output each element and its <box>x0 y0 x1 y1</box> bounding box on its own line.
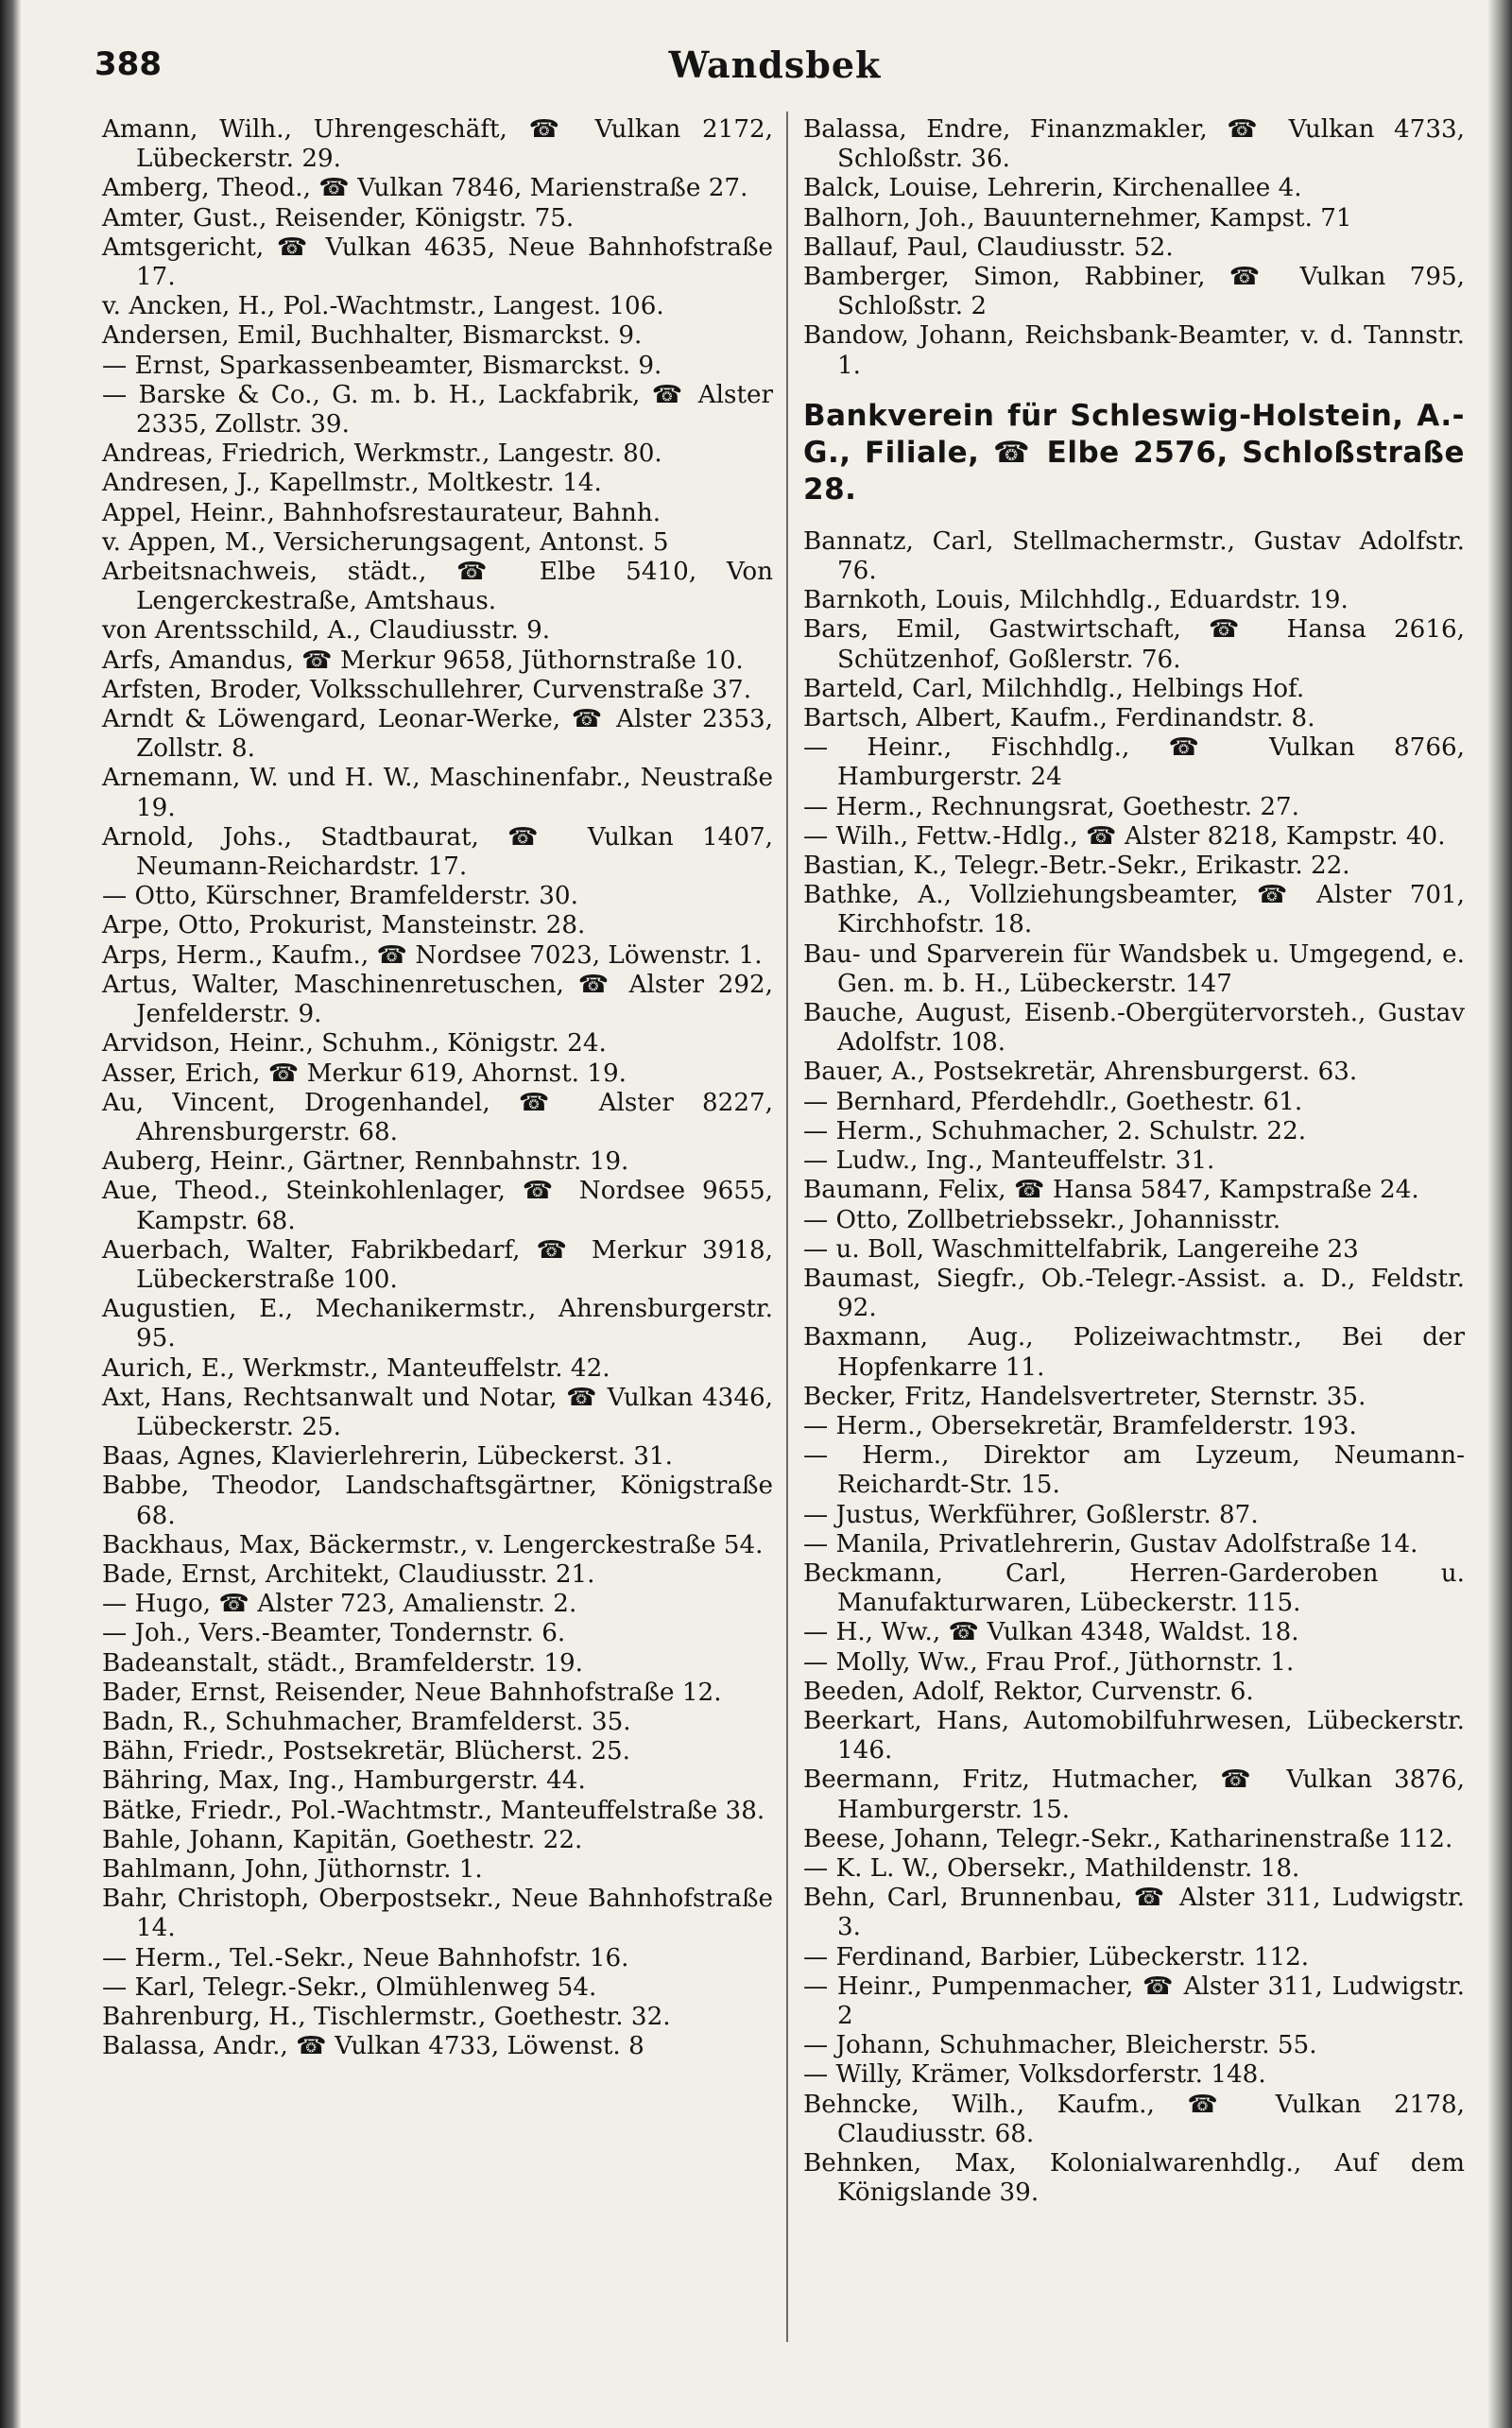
directory-entry: Bahr, Christoph, Oberpostsekr., Neue Bahnhofstraße 14. <box>102 1885 773 1943</box>
directory-entry: Beerkart, Hans, Automobilfuhrwesen, Lübeckerstr. 146. <box>803 1706 1465 1765</box>
directory-entry: Andreas, Friedrich, Werkmstr., Langestr. 80. <box>102 439 662 469</box>
directory-entry: Beckmann, Carl, Herren-Garderoben u. Manufakturwaren, Lübeckerstr. 115. <box>803 1558 1465 1618</box>
column-divider <box>786 112 788 2342</box>
directory-entry: Backhaus, Max, Bäckermstr., v. Lengerckestraße 54. <box>102 1530 764 1559</box>
running-title: Wandsbek <box>668 43 882 86</box>
directory-entry: v. Ancken, H., Pol.-Wachtmstr., Langest. 106. <box>102 292 664 321</box>
directory-entry: Axt, Hans, Rechtsanwalt und Notar, ☎ Vulkan 4346, Lübeckerstr. 25. <box>102 1383 773 1441</box>
directory-entry: — Joh., Vers.-Beamter, Tondernstr. 6. <box>102 1619 566 1648</box>
directory-entry: Becker, Fritz, Handelsvertreter, Sternstr. 35. <box>803 1382 1366 1411</box>
directory-entry: Andersen, Emil, Buchhalter, Bismarckst. 9. <box>102 321 643 351</box>
directory-entry: Balhorn, Joh., Bauunternehmer, Kampst. 71 <box>803 203 1352 232</box>
directory-entry: — Karl, Telegr.-Sekr., Olmühlenweg 54. <box>102 1972 597 2002</box>
directory-entry: Baumann, Felix, ☎ Hansa 5847, Kampstraße 24. <box>803 1176 1419 1205</box>
directory-entry: Aurich, E., Werkmstr., Manteuffelstr. 42. <box>102 1353 610 1383</box>
directory-entry: Bathke, A., Vollziehungsbeamter, ☎ Alster 701, Kirchhofstr. 18. <box>803 881 1465 939</box>
directory-entry: Amberg, Theod., ☎ Vulkan 7846, Marienstraße 27. <box>102 174 748 203</box>
scan-edge-left <box>0 0 21 2428</box>
directory-entry: Bauer, A., Postsekretär, Ahrensburgerst. 63. <box>803 1058 1358 1087</box>
directory-entry: Arvidson, Heinr., Schuhm., Königstr. 24. <box>102 1029 607 1059</box>
directory-entry: Bahlmann, John, Jüthornstr. 1. <box>102 1854 483 1884</box>
directory-entry: — Bernhard, Pferdehdlr., Goethestr. 61. <box>803 1087 1303 1116</box>
directory-entry: Arbeitsnachweis, städt., ☎ Elbe 5410, Von Lengerckestraße, Amtshaus. <box>102 558 773 616</box>
page-number: 388 <box>94 45 162 83</box>
directory-entry: von Arentsschild, A., Claudiusstr. 9. <box>102 616 551 646</box>
directory-entry: Andresen, J., Kapellmstr., Moltkestr. 14. <box>102 469 602 498</box>
directory-entry: Arndt & Löwengard, Leonar-Werke, ☎ Alster 2353, Zollstr. 8. <box>102 705 773 764</box>
directory-entry: Amann, Wilh., Uhrengeschäft, ☎ Vulkan 2172, Lübeckerstr. 29. <box>102 115 773 174</box>
directory-entry: Babbe, Theodor, Landschaftsgärtner, Königstraße 68. <box>102 1472 773 1530</box>
directory-entry: Bamberger, Simon, Rabbiner, ☎ Vulkan 795, Schloßstr. 2 <box>803 263 1465 321</box>
directory-entry: Bähn, Friedr., Postsekretär, Blücherst. 25. <box>102 1737 631 1766</box>
directory-entry: Bartsch, Albert, Kaufm., Ferdinandstr. 8. <box>803 704 1315 733</box>
scan-edge-right <box>1487 0 1512 2428</box>
directory-entry: Balassa, Andr., ☎ Vulkan 4733, Löwenst. 8 <box>102 2032 644 2061</box>
directory-entry: — Ernst, Sparkassenbeamter, Bismarckst. 9. <box>102 351 662 380</box>
directory-entry: Bauche, August, Eisenb.-Obergütervorsteh., Gustav Adolfstr. 108. <box>803 999 1465 1058</box>
directory-entry: — Heinr., Pumpenmacher, ☎ Alster 311, Ludwigstr. 2 <box>803 1972 1465 2030</box>
left-column <box>102 115 773 2384</box>
directory-entry: Beeden, Adolf, Rektor, Curvenstr. 6. <box>803 1677 1254 1706</box>
directory-entry: Arnemann, W. und H. W., Maschinenfabr., Neustraße 19. <box>102 764 773 822</box>
right-column-bottom-entries <box>803 527 1465 2209</box>
directory-entry: Asser, Erich, ☎ Merkur 619, Ahornst. 19. <box>102 1059 627 1088</box>
directory-entry: Baxmann, Aug., Polizeiwachtmstr., Bei der Hopfenkarre 11. <box>803 1323 1465 1382</box>
directory-entry: Ballauf, Paul, Claudiusstr. 52. <box>803 232 1174 262</box>
right-column <box>803 115 1465 2384</box>
directory-entry: — Herm., Schuhmacher, 2. Schulstr. 22. <box>803 1116 1307 1145</box>
directory-entry: — Johann, Schuhmacher, Bleicherstr. 55. <box>803 2031 1317 2060</box>
directory-entry: Badn, R., Schuhmacher, Bramfelderst. 35. <box>102 1707 631 1736</box>
directory-entry: Bahrenburg, H., Tischlermstr., Goethestr. 32. <box>102 2003 671 2031</box>
directory-entry: Auberg, Heinr., Gärtner, Rennbahnstr. 19. <box>102 1147 629 1177</box>
directory-entry: Behn, Carl, Brunnenbau, ☎ Alster 311, Ludwigstr. 3. <box>803 1884 1465 1942</box>
directory-entry: — Otto, Zollbetriebssekr., Johannisstr. <box>803 1205 1281 1234</box>
right-column-top-entries <box>803 115 1465 381</box>
directory-entry: Beese, Johann, Telegr.-Sekr., Katharinenstraße 112. <box>803 1824 1453 1853</box>
directory-entry: Auerbach, Walter, Fabrikbedarf, ☎ Merkur 3918, Lübeckerstraße 100. <box>102 1235 773 1294</box>
directory-entry: Bau- und Sparverein für Wandsbek u. Umgegend, e. Gen. m. b. H., Lübeckerstr. 147 <box>803 939 1465 998</box>
directory-entry: — Manila, Privatlehrerin, Gustav Adolfstraße 14. <box>803 1529 1418 1558</box>
directory-entry: — Otto, Kürschner, Bramfelderstr. 30. <box>102 882 578 911</box>
directory-entry: — Ferdinand, Barbier, Lübeckerstr. 112. <box>803 1942 1310 1972</box>
bank-advertisement: Bankverein für Schleswig-Holstein, A.-G., Filiale, ☎ Elbe 2576, Schloßstraße 28. <box>803 398 1465 507</box>
directory-entry: Bahle, Johann, Kapitän, Goethestr. 22. <box>102 1825 583 1854</box>
directory-entry: Beermann, Fritz, Hutmacher, ☎ Vulkan 3876, Hamburgerstr. 15. <box>803 1765 1465 1824</box>
directory-entry: v. Appen, M., Versicherungsagent, Antonst. 5 <box>102 527 669 557</box>
directory-entry: — Wilh., Fettw.-Hdlg., ☎ Alster 8218, Kampstr. 40. <box>803 821 1446 851</box>
directory-entry: — Ludw., Ing., Manteuffelstr. 31. <box>803 1146 1215 1176</box>
directory-entry: Bastian, K., Telegr.-Betr.-Sekr., Erikastr. 22. <box>803 852 1350 881</box>
directory-entry: Amter, Gust., Reisender, Königstr. 75. <box>102 203 575 232</box>
directory-entry: — K. L. W., Obersekr., Mathildenstr. 18. <box>803 1853 1300 1883</box>
directory-entry: Bade, Ernst, Architekt, Claudiusstr. 21. <box>102 1559 595 1589</box>
page-header <box>94 40 1455 96</box>
directory-entry: Bannatz, Carl, Stellmachermstr., Gustav Adolfstr. 76. <box>803 526 1465 586</box>
directory-entry: Baas, Agnes, Klavierlehrerin, Lübeckerst. 31. <box>102 1442 673 1472</box>
directory-entry: Balassa, Endre, Finanzmakler, ☎ Vulkan 4733, Schloßstr. 36. <box>803 115 1465 174</box>
directory-entry: — Herm., Direktor am Lyzeum, Neumann-Reichardt-Str. 15. <box>803 1441 1465 1500</box>
directory-entry: Arfsten, Broder, Volksschullehrer, Curvenstraße 37. <box>102 675 752 704</box>
directory-entry: — Willy, Krämer, Volksdorferstr. 148. <box>803 2060 1266 2090</box>
directory-entry: Arfs, Amandus, ☎ Merkur 9658, Jüthornstraße 10. <box>102 646 744 675</box>
directory-entry: Baumast, Siegfr., Ob.-Telegr.-Assist. a. D., Feldstr. 92. <box>803 1264 1465 1323</box>
directory-entry: — Barske & Co., G. m. b. H., Lackfabrik, ☎ Alster 2335, Zollstr. 39. <box>102 380 773 439</box>
directory-entry: — Heinr., Fischhdlg., ☎ Vulkan 8766, Hamburgerstr. 24 <box>803 733 1465 792</box>
directory-entry: Bähring, Max, Ing., Hamburgerstr. 44. <box>102 1766 586 1796</box>
directory-entry: Appel, Heinr., Bahnhofsrestaurateur, Bahnh. <box>102 498 662 527</box>
directory-entry: — u. Boll, Waschmittelfabrik, Langereihe 23 <box>803 1234 1359 1264</box>
directory-entry: Bader, Ernst, Reisender, Neue Bahnhofstraße 12. <box>102 1678 722 1707</box>
directory-entry: Arnold, Johs., Stadtbaurat, ☎ Vulkan 1407, Neumann-Reichardstr. 17. <box>102 822 773 882</box>
directory-entry: — Herm., Rechnungsrat, Goethestr. 27. <box>803 792 1299 821</box>
directory-entry: Amtsgericht, ☎ Vulkan 4635, Neue Bahnhofstraße 17. <box>102 232 773 292</box>
directory-entry: Artus, Walter, Maschinenretuschen, ☎ Alster 292, Jenfelderstr. 9. <box>102 970 773 1029</box>
directory-entry: Balck, Louise, Lehrerin, Kirchenallee 4. <box>803 174 1302 203</box>
directory-entry: Behncke, Wilh., Kaufm., ☎ Vulkan 2178, Claudiusstr. 68. <box>803 2090 1465 2148</box>
directory-entry: — Herm., Obersekretär, Bramfelderstr. 193. <box>803 1411 1357 1440</box>
directory-entry: — Justus, Werkführer, Goßlerstr. 87. <box>803 1500 1259 1529</box>
directory-entry: Barnkoth, Louis, Milchhdlg., Eduardstr. 19. <box>803 586 1349 615</box>
directory-entry: Badeanstalt, städt., Bramfelderstr. 19. <box>102 1648 584 1678</box>
directory-entry: Bandow, Johann, Reichsbank-Beamter, v. d. Tannstr. 1. <box>803 321 1465 380</box>
directory-entry: — H., Ww., ☎ Vulkan 4348, Waldst. 18. <box>803 1618 1299 1647</box>
directory-entry: Aue, Theod., Steinkohlenlager, ☎ Nordsee 9655, Kampstr. 68. <box>102 1177 773 1235</box>
directory-entry: — Molly, Ww., Frau Prof., Jüthornstr. 1. <box>803 1647 1295 1677</box>
directory-entry: Arpe, Otto, Prokurist, Mansteinstr. 28. <box>102 911 586 940</box>
directory-entry: Bätke, Friedr., Pol.-Wachtmstr., Manteuffelstraße 38. <box>102 1796 765 1825</box>
directory-entry: Arps, Herm., Kaufm., ☎ Nordsee 7023, Löwenstr. 1. <box>102 940 763 970</box>
directory-entry: Behnken, Max, Kolonialwarenhdlg., Auf dem Königslande 39. <box>803 2149 1465 2208</box>
directory-entry: Barteld, Carl, Milchhdlg., Helbings Hof. <box>803 674 1305 703</box>
directory-entry: Bars, Emil, Gastwirtschaft, ☎ Hansa 2616, Schützenhof, Goßlerstr. 76. <box>803 615 1465 674</box>
directory-entry: Au, Vincent, Drogenhandel, ☎ Alster 8227, Ahrensburgerstr. 68. <box>102 1088 773 1146</box>
directory-entry: — Hugo, ☎ Alster 723, Amalienstr. 2. <box>102 1590 577 1619</box>
directory-entry: — Herm., Tel.-Sekr., Neue Bahnhofstr. 16. <box>102 1943 629 1972</box>
directory-entry: Augustien, E., Mechanikermstr., Ahrensburgerstr. 95. <box>102 1295 773 1353</box>
